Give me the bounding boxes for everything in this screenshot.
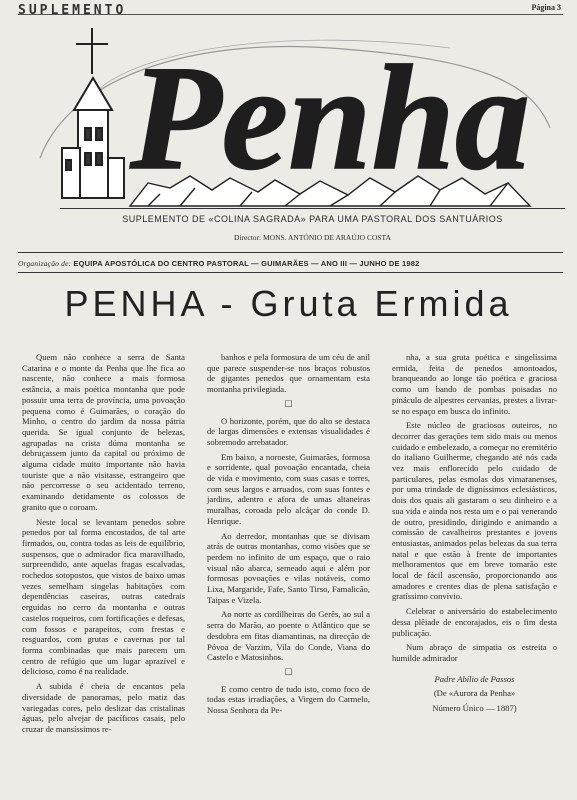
article-column-2 bbox=[207, 352, 370, 720]
masthead-title: Penha bbox=[129, 35, 531, 201]
masthead-logo bbox=[30, 18, 560, 214]
supplement-subtitle: SUPLEMENTO DE «COLINA SAGRADA» PARA UMA PASTORAL DOS SANTUÁRIOS bbox=[122, 214, 503, 224]
paragraph: Ao norte as cordilheiras do Gerês, ao sul a serra do Marão, ao poente o Atlântico que se desdobra em fitas diamantinas, na direcção de Póvoa de Varzim, Vila do Conde, Viana do Castelo e Matosinhos. bbox=[207, 609, 370, 663]
organization-line bbox=[18, 259, 563, 268]
header-rule bbox=[18, 252, 563, 253]
header-rule-bottom bbox=[18, 272, 563, 273]
paragraph: Quem não conhece a serra de Santa Catarina e o monte da Penha que lhe fica ao nascente, não conhece a mais formosa estância, a mais poética montanha que pode possuir uma terra de província, uma povoação pequena como é Guimarães, o coração do Minho, o centro do jardim da nossa pátria querida. Se igual conjunto de belezas, agrupadas na crista dúma montanha se debruçassem junto da capital ou próximo de alguma cidade muito importante não havia touriste que a não visitasse, estrangeiro que não percorresse o seu acidentado terreno, examinando detidamente os colossos de granito que o coroam. bbox=[22, 352, 185, 512]
organization-text: EQUIPA APOSTÓLICA DO CENTRO PASTORAL — GUIMARÃES — ANO III — JUNHO DE 1982 bbox=[73, 259, 420, 268]
article-column-1 bbox=[22, 352, 185, 739]
paragraph: Celebrar o aniversário do estabelecimento dessa plêiade de encorajados, eis o fim desta publicação. bbox=[392, 606, 557, 638]
director-line: Director: MONS. ANTÓNIO DE ARAÚJO COSTA bbox=[234, 233, 391, 242]
church-tower-icon bbox=[62, 28, 124, 198]
paragraph: Este núcleo de graciosos outeiros, no decorrer das gerações tem sido mais ou menos cuidado e embelezado, a começar no eremitério do italiano Guilherme, chegando até nós cada vez mais enflorecido pelo cuidado de particulares, pelas esmolas dos vimaranenses, por uma trindade de digníssimos eclesiásticos, dois dos quais ali gastaram o seu dinheiro e a sua vida e ainda nos resta um e o pai venerando de outro, presidindo, dirigindo e animando a comissão de cavalheiros prestantes e jovens entusiastas, animados pelas belezas da sua terra natal e que estão à frente de importantes melhoramentos que em breve tornarão este local de fácil ascensão, proporcionando aos amadores e crentes dias de plena satisfação e gratíssimo convívio. bbox=[392, 420, 557, 602]
paragraph: O horizonte, porém, que do alto se destaca de largas dimensões e extensas visualidades é sobremodo arrebatador. bbox=[207, 415, 370, 447]
section-divider-box: ☐ bbox=[284, 398, 293, 409]
paragraph: nha, a sua gruta poética e singelíssima ermida, feita de penedos amontoados, branqueando ao longe tão poética e graciosa como um bando de pombas poisadas no pináculo de alpestres cervanias, prestes a livrar-se no espaço em busca do infinito. bbox=[392, 352, 557, 416]
source-detail: Número Único — 1887) bbox=[432, 703, 517, 714]
author-signature: Padre Abílio de Passos bbox=[434, 673, 515, 684]
section-divider-box: ☐ bbox=[284, 666, 293, 677]
paragraph: A subida é cheia de encantos pela diversidade de panoramas, pelo matiz das variegadas cores, pelo deslizar das cristalinas águas, pelo alvejar de pacíficos casais, pelo cruzar de mansíssimos re- bbox=[22, 681, 185, 734]
source-note: (De «Aurora da Penha» bbox=[433, 688, 516, 699]
article-title: PENHA - Gruta Ermida bbox=[64, 283, 513, 324]
paragraph: Em baixo, a noroeste, Guimarães, formosa e sorridente, qual povoação encantada, cheia de vida e movimento, com suas casas e torres, com seus largos e arruados, com suas fontes e jardins, adentro e afora de umas altaneiras muralhas, coroada pelo alcáçar do conde D. Henrique. bbox=[207, 451, 370, 526]
paragraph: Neste local se levantam penedos sobre penedos por tal forma encostados, de tal arte firmados, ou, contra todas as leis de equilíbrio, suspensos, que o admirador fica maravilhado, surpreendido, ante aquelas fragas escalvadas, rochedos sotopostos, que vistos de baixo umas vezes semelham singelas habitações com dependências caseiras, outras catedrais erguidas no cerro da montanha e outras castelos roqueiros, com fortificações e defesas, com fossos e parapeitos, com frestas e resguardos, com grutas e cavernas por tal forma combinadas que mais parecem um centro de refúgio que um lugar aprazível e delicioso, como é na realidade. bbox=[22, 516, 185, 677]
page-number: Página 3 bbox=[531, 3, 561, 12]
paragraph: Num abraço de simpatia os estreita o humilde admirador bbox=[392, 642, 557, 663]
paragraph: Ao derredor, montanhas que se divisam atrás de outras montanhas, como visões que se perdem no infinito de um espaço, que o raio visual não abarca, semeado aqui e além por formosas povoações e vilas notáveis, como Lixa, Margaride, Fafe, Santo Tirso, Famalicão, Taipas e Vizela. bbox=[207, 530, 370, 605]
paragraph: E como centro de tudo isto, como foco de todas estas irradiações, a Virgem do Carmelo, Nossa Senhora da Pe- bbox=[207, 683, 370, 716]
article-column-3 bbox=[392, 352, 557, 718]
organization-prefix: Organização de: bbox=[18, 259, 72, 268]
paragraph: banhos e pela formosura de um céu de anil que parece suspender-se nos braços robustos de gigantes penedos que ornamentam esta montanha privilegiada. bbox=[207, 352, 370, 395]
masthead-underline bbox=[60, 208, 565, 209]
supplement-label: SUPLEMENTO bbox=[18, 3, 127, 18]
